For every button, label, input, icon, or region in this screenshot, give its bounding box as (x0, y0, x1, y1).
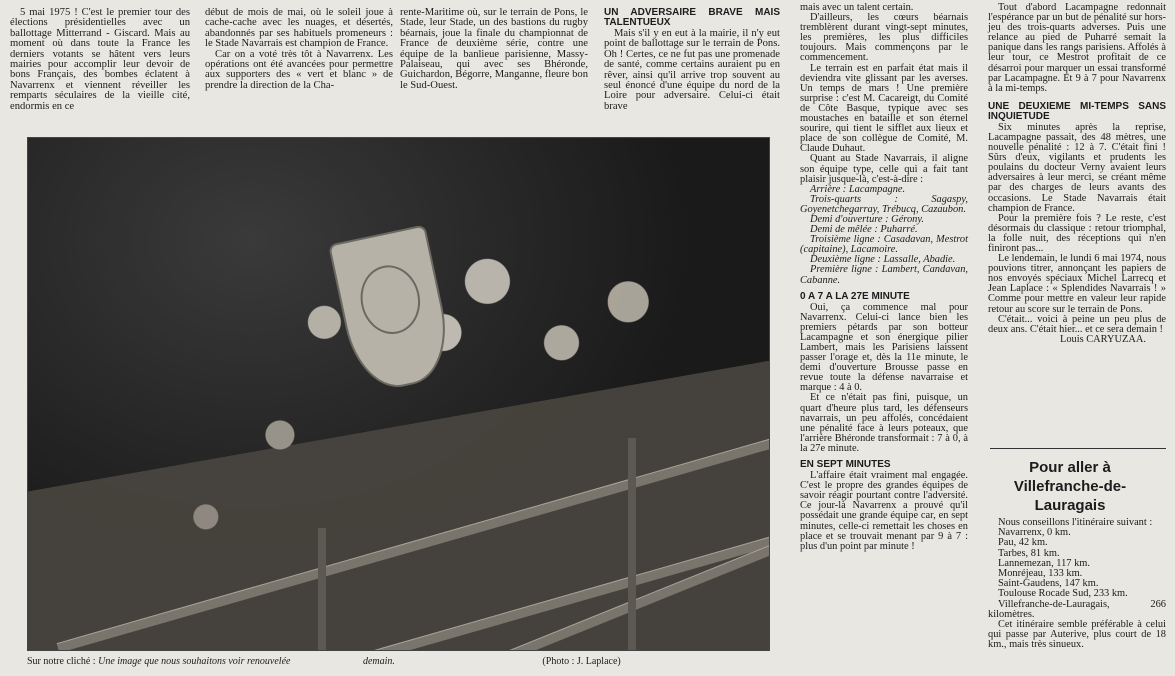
caption-lead: Sur notre cliché : (27, 656, 96, 667)
photo-caption (27, 656, 621, 667)
route-step: Villefranche-de-Lauragais, 266 kilomètres. (988, 598, 1166, 620)
lineup-line: Trois-quarts : Sagaspy, Goyenetchegarray, Trébucq, Cazaubon. (800, 193, 968, 215)
caption-text-end: demain. (362, 656, 395, 667)
section-heading: EN SEPT MINUTES (800, 459, 891, 471)
article-text: Six minutes après la reprise, Lacampagne passait, des 48 mètres, une nouvelle pénalité : 12 à 7. C'était fini ! Sûrs d'eux, vigilants et prudents les poulains du docteur Verny avaient leurs adversaires à leur merci, se créant même par des charges de leurs avants des occasions. Le Stade Navarrais était champion de France. (988, 121, 1166, 214)
article-text: rente-Maritime où, sur le terrain de Pons, le Stade, leur Stade, un des bastions du rugby béarnais, joue la finale du championnat de France de deuxième série, contre une équipe de la banlieue parisienne, Massy-Palaiseau, qui avec ses Bhéronde, Guichardon, Bégorre, Manganne, fleure bon le Sud-Ouest. (400, 7, 588, 91)
route-intro: Nous conseillons l'itinéraire suivant : (998, 517, 1153, 528)
article-col-3 (400, 8, 588, 91)
article-text: 5 mai 1975 ! C'est le premier tour des élections présidentielles avec un ballottage Mitterrand - Giscard. Mais au moment où dans toute la France les derniers votants se hâtent vers leurs mairies pour accomplir leur devoir de bons Français, des bombes éclatent à Navarrenx et viennent réveiller les remparts séculaires de la vieille cité, endormis en ce (10, 7, 190, 112)
article-text: D'ailleurs, les cœurs béarnais tremblèrent durant vingt-sept minutes, les premières, les plus difficiles toujours. Mais commençons par le commencement. (800, 12, 968, 64)
route-step: Monréjeau, 133 km. (998, 568, 1083, 580)
article-text: Quant au Stade Navarrais, il aligne son équipe type, celle qui a fait tant plaisir jusque-là, c'est-à-dire : (800, 153, 968, 185)
article-text: Mais s'il y en eut à la mairie, il n'y eut point de ballottage sur le terrain de Pons. Oh ! Certes, ce ne fut pas une promenade de santé, comme certains auraient pu en rêver, ainsi qu'il arrive trop souvent au seul énoncé d'une équipe du nord de la Loire pour adversaire. Celui-ci était brave (604, 28, 780, 112)
article-text: C'était... voici à peine un peu plus de deux ans. C'était hier... et ce sera demain ! (988, 313, 1166, 335)
caption-text: Une image que nous souhaitons voir renouvelée (98, 656, 291, 667)
article-col-4 (604, 6, 780, 112)
route-step: Pau, 42 km. (998, 537, 1048, 549)
article-text: début de mois de mai, où le soleil joue à cache-cache avec les nuages, et désertés, abandonnés par ses habituels promeneurs : le Stade Navarrais est champion de France. (205, 7, 393, 50)
article-text: mais avec un talent certain. (800, 2, 914, 13)
section-heading: UN ADVERSAIRE BRAVE MAIS TALENTUEUX (604, 7, 780, 28)
article-col-5 (800, 3, 968, 552)
article-text: Et ce n'était pas fini, puisque, un quart d'heure plus tard, les défenseurs navarrais, un peu affolés, concédaient une pénalité face à leurs poteaux, que l'arrière Bhéronde transformait : 7 à 0, à la 27e minute. (800, 392, 968, 454)
team-photo (27, 137, 770, 651)
article-text: L'affaire était vraiment mal engagée. C'est le propre des grandes équipes de savoir réagir pourtant contre l'adversité. Ce jour-là Navarrenx a prouvé qu'il possédait une grande équipe car, en sept minutes, celle-ci remettait les choses en place et se trouvait menant par 9 à 7 : plus d'un point par minute ! (800, 470, 968, 552)
lineup-line: Troisième ligne : Casadavan, Mestrot (capitaine), Lacamoire. (800, 234, 968, 256)
lineup-line: Demi de mêlée : Puharré. (810, 224, 918, 236)
article-col-6 (988, 3, 1166, 345)
article-text: Car on a voté très tôt à Navarrenx. Les opérations ont été avancées pour permettre aux supporters des « vert et blanc » de prendre la direction de la Cha- (205, 48, 393, 91)
byline: Louis CARYUZAA. (1059, 333, 1146, 345)
lineup-line: Demi d'ouverture : Gérony. (810, 213, 924, 225)
route-box (988, 518, 1166, 651)
lineup-line: Deuxième ligne : Lassalle, Abadie. (810, 254, 956, 266)
railing-post (628, 438, 636, 651)
box-top-rule (990, 448, 1166, 449)
article-text: Pour la première fois ? Le reste, c'est désormais du classique : retour triomphal, la folle nuit, des réceptions qui n'en finiront pas... (988, 212, 1166, 254)
route-box-title: Pour aller à Villefranche-de-Lauragais (1013, 459, 1127, 514)
photo-credit: (Photo : J. Laplace) (542, 656, 621, 667)
article-text: Tout d'abord Lacampagne redonnait l'espérance par un but de pénalité sur hors-jeu des trois-quarts adverses. Puis une relance au pied de Puharré semait la panique dans les rangs parisiens. Affolés à leur tour, ce Mestrot profitait de ce désarroi pour marquer un essai transformé par Lacampagne. Et 9 à 7 pour Navarrenx à la mi-temps. (988, 2, 1166, 94)
lineup-line: Première ligne : Lambert, Candavan, Cabanne. (800, 264, 968, 286)
route-step: Navarrenx, 0 km. (998, 527, 1071, 539)
article-text: Le terrain est en parfait état mais il deviendra vite glissant par les averses. Un temps de mars ! Une première surprise : c'est M. Cacareigt, du Comité de Côte Basque, typique avec ses moustaches en bataille et son éternel sourire, qui tient le sifflet aux lieux et place de son collègue de Comité, M. Claude Duhaut. (800, 62, 968, 155)
railing-post (318, 528, 326, 651)
section-heading: UNE DEUXIEME MI-TEMPS SANS INQUIETUDE (988, 100, 1166, 122)
article-text: Le lendemain, le lundi 6 mai 1974, nous pouvions titrer, annonçant les papiers de nos envoyés spéciaux Michel Larrecq et Jean Laplace : « Splendides Navarrais ! » Comme pour mettre en valeur leur rapide retour au score sur le terrain de Pons. (988, 253, 1166, 315)
article-col-2 (205, 8, 393, 91)
lineup-line: Arrière : Lacampagne. (810, 183, 906, 195)
route-step: Saint-Gaudens, 147 km. (998, 578, 1099, 590)
article-col-1 (10, 8, 190, 112)
route-step: Tarbes, 81 km. (998, 547, 1060, 559)
section-heading: 0 A 7 A LA 27E MINUTE (800, 290, 910, 302)
article-text: Oui, ça commence mal pour Navarrenx. Celui-ci lance bien les premiers pétards par son botteur Lacampagne et son énergique pilier Lambert, mais les Parisiens laissent passer l'orage et, dès la 11e minute, le demi d'ouverture Brousse passe en revue toute la défense navarraise et marque : 4 à 0. (800, 301, 968, 394)
route-note: Cet itinéraire semble préférable à celui qui passe par Auterive, plus court de 18 km., mais très sinueux. (988, 619, 1166, 651)
route-step: Toulouse Rocade Sud, 233 km. (998, 588, 1128, 600)
route-step: Lannemezan, 117 km. (998, 557, 1090, 569)
